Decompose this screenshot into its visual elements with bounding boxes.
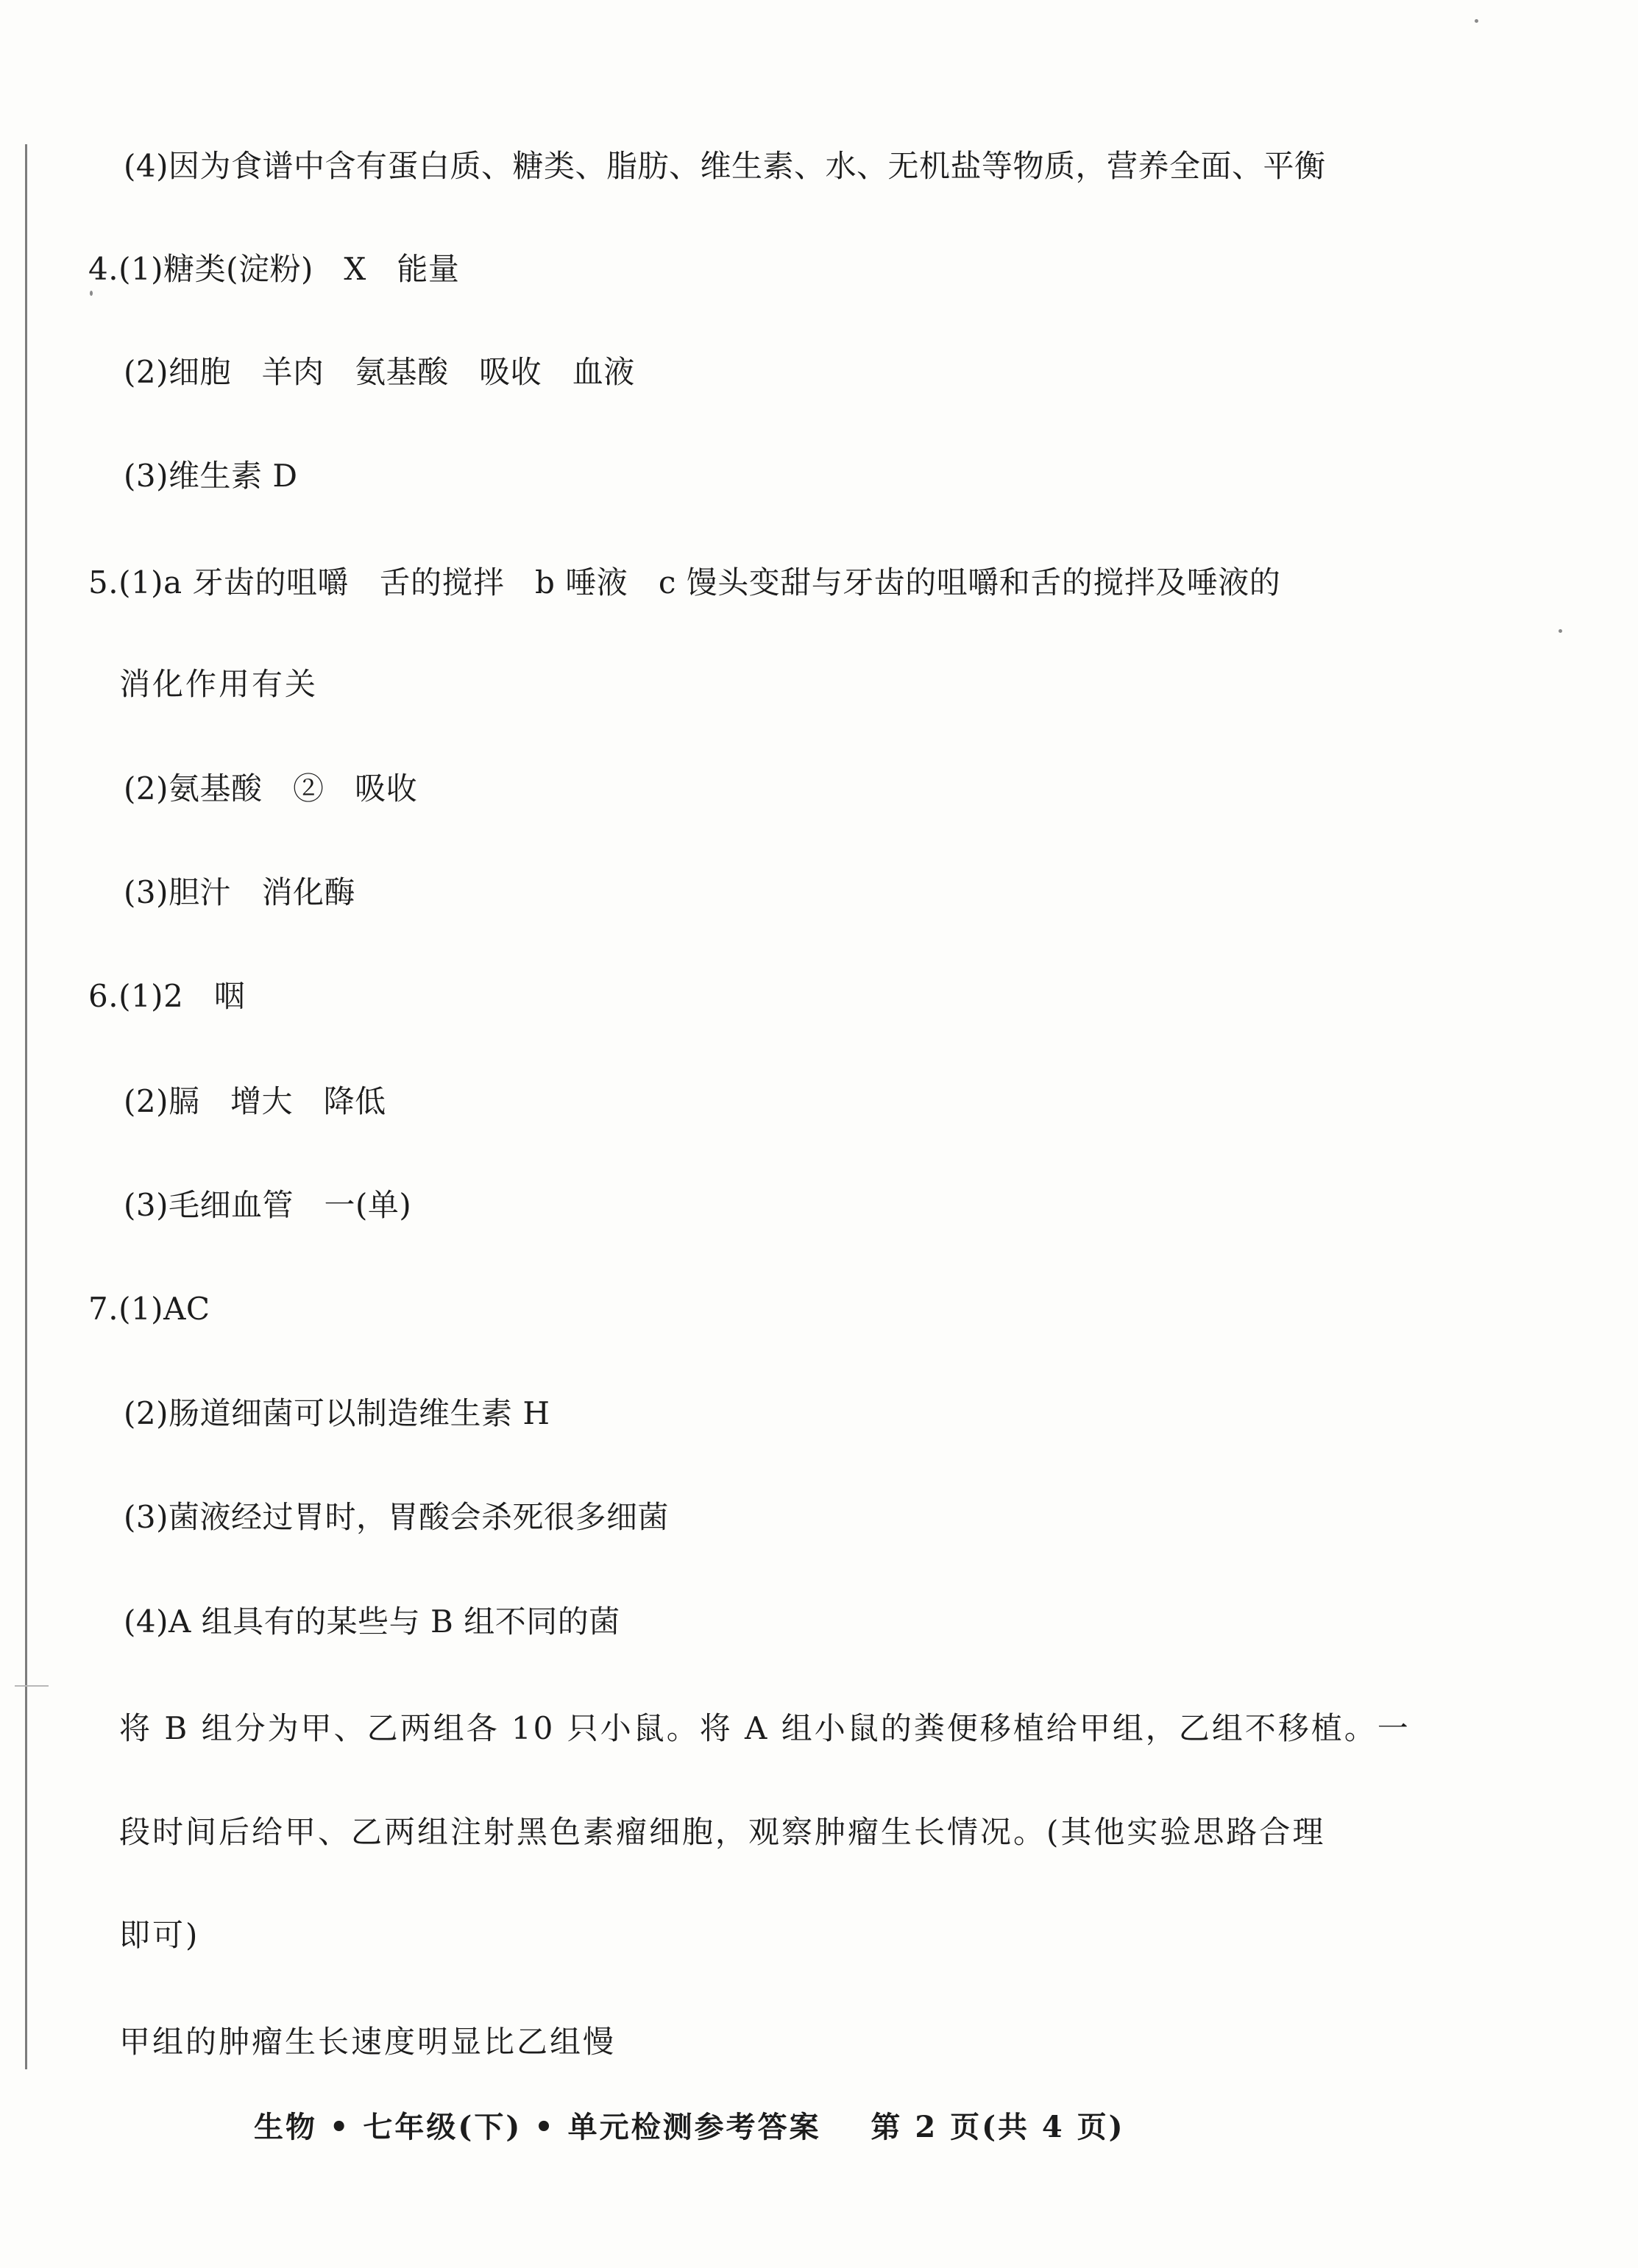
left-margin-line <box>25 144 27 2069</box>
answer-line: (3)维生素 D <box>124 458 298 494</box>
scan-speck <box>1559 629 1562 633</box>
page-footer: 生物 • 七年级(下) • 单元检测参考答案 第 2 页(共 4 页) <box>254 2110 1125 2144</box>
answer-line: (3)菌液经过胃时，胃酸会杀死很多细菌 <box>124 1499 669 1535</box>
answer-line: 将 B 组分为甲、乙两组各 10 只小鼠。将 A 组小鼠的粪便移植给甲组，乙组不移植。一 <box>119 1710 1411 1746</box>
answer-line: 即可) <box>119 1917 200 1953</box>
answer-line: (2)细胞 羊肉 氨基酸 吸收 血液 <box>124 354 635 390</box>
answer-line: 5.(1)a 牙齿的咀嚼 舌的搅拌 b 唾液 c 馒头变甜与牙齿的咀嚼和舌的搅拌及唾液的 <box>88 564 1281 600</box>
fold-mark <box>15 1685 49 1687</box>
scan-speck <box>1475 19 1478 23</box>
answer-line: 甲组的肿瘤生长速度明显比乙组慢 <box>119 2024 617 2060</box>
answer-line: (2)氨基酸 ② 吸收 <box>124 770 418 807</box>
answer-line: 6.(1)2 咽 <box>88 978 246 1014</box>
answer-line: 7.(1)AC <box>88 1291 210 1327</box>
answer-line: (3)毛细血管 一(单) <box>124 1187 412 1223</box>
answer-line: 4.(1)糖类(淀粉) X 能量 <box>88 251 460 287</box>
answer-line: (3)胆汁 消化酶 <box>124 874 356 910</box>
answer-line: 消化作用有关 <box>119 666 319 702</box>
scan-speck <box>90 291 93 296</box>
answer-line: (2)膈 增大 降低 <box>124 1083 386 1119</box>
answer-line: (4)因为食谱中含有蛋白质、糖类、脂肪、维生素、水、无机盐等物质，营养全面、平衡 <box>124 148 1326 184</box>
answer-line: (4)A 组具有的某些与 B 组不同的菌 <box>124 1603 620 1640</box>
answer-line: (2)肠道细菌可以制造维生素 H <box>124 1395 550 1431</box>
answer-line: 段时间后给甲、乙两组注射黑色素瘤细胞，观察肿瘤生长情况。(其他实验思路合理 <box>119 1814 1326 1850</box>
